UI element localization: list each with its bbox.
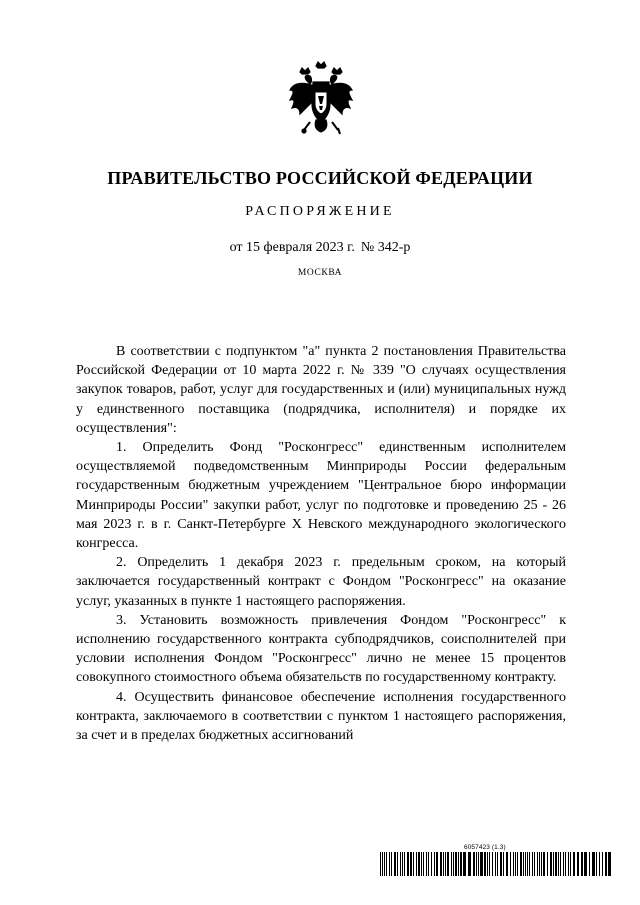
paragraph-preamble: В соответствии с подпунктом "а" пункта 2 постановления Правительства Российской Федерации от 10 марта 2022 г. № 339 "О случаях осуществления закупок товаров, работ, услуг для государственных и (или) муниципальных нужд у единственного поставщика (подрядчика, исполнителя) и порядке их осуществления":: [76, 344, 566, 436]
paragraph-item-4: 4. Осуществить финансовое обеспечение исполнения государственного контракта, заключаемого в соответствии с пунктом 1 настоящего распоряжения, за счет и в пределах бюджетных ассигнований: [76, 689, 566, 744]
russian-coat-of-arms-icon: [286, 60, 356, 142]
document-city: МОСКВА: [297, 268, 343, 278]
document-code: 6057423 (1.3): [464, 844, 506, 851]
document-body: [76, 342, 566, 745]
barcode-icon: [380, 852, 612, 876]
document-kind: РАСПОРЯЖЕНИЕ: [245, 204, 395, 219]
paragraph-item-1: 1. Определить Фонд "Росконгресс" единственным исполнителем осуществляемой подведомственным Минприроды России федеральным государственным бюджетным учреждением "Центральное бюро информации Минприроды России" закупки работ, услуг по подготовке и проведению 25 - 26 мая 2023 г. в г. Санкт-Петербурге X Невского международного экологического конгресса.: [76, 440, 566, 552]
government-title: ПРАВИТЕЛЬСТВО РОССИЙСКОЙ ФЕДЕРАЦИИ: [107, 168, 533, 188]
document-date-line: [0, 240, 640, 256]
document-date: от 15 февраля 2023 г.: [229, 240, 355, 255]
paragraph-item-3: 3. Установить возможность привлечения Фондом "Росконгресс" к исполнению государственного контракта субподрядчиков, соисполнителей при условии исполнения Фондом "Росконгресс" лично не менее 15 процентов совокупного стоимостного объема обязательств по государственному контракту.: [76, 612, 566, 686]
document-number: № 342-р: [360, 240, 411, 255]
paragraph-item-2: 2. Определить 1 декабря 2023 г. предельным сроком, на который заключается государственный контракт с Фондом "Росконгресс" на оказание услуг, указанных в пункте 1 настоящего распоряжения.: [76, 555, 566, 609]
